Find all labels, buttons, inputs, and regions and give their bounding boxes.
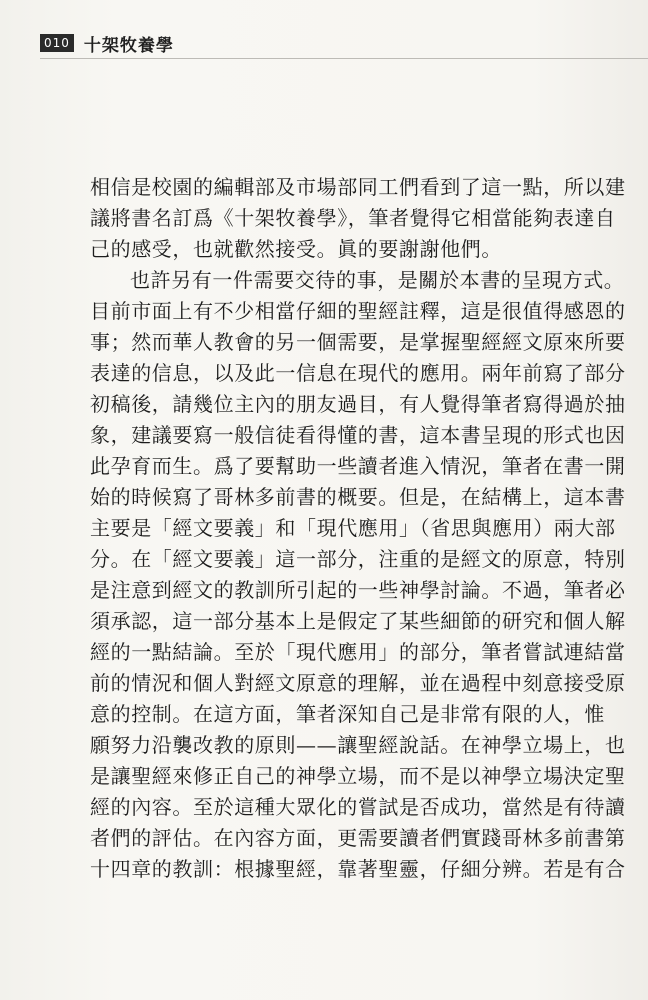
- text-line: 須承認，這一部分基本上是假定了某些細節的研究和個人解: [90, 609, 626, 633]
- book-title: 十架牧養學: [83, 35, 174, 56]
- text-line: 主要是「經文要義」和「現代應用」（省思與應用）兩大部: [90, 516, 616, 540]
- text-line: 前的情況和個人對經文原意的理解，並在過程中刻意接受原: [90, 671, 626, 695]
- text-line: 初稿後，請幾位主內的朋友過目，有人覺得筆者寫得過於抽: [90, 392, 626, 416]
- text-line: 己的感受，也就歡然接受。眞的要謝謝他們。: [90, 237, 502, 261]
- text-line: 十四章的教訓：根據聖經，靠著聖靈，仔細分辨。若是有合: [90, 857, 626, 881]
- text-line: 分。在「經文要義」這一部分，注重的是經文的原意，特別: [90, 547, 626, 571]
- text-line: 相信是校園的編輯部及市場部同工們看到了這一點，所以建: [90, 175, 626, 199]
- text-line: 表達的信息，以及此一信息在現代的應用。兩年前寫了部分: [90, 361, 626, 385]
- text-line: 議將書名訂爲《十架牧養學》，筆者覺得它相當能夠表達自: [90, 206, 616, 230]
- text-line: 此孕育而生。爲了要幫助一些讀者進入情況，筆者在書一開: [90, 454, 626, 478]
- text-line: 經的一點結論。至於「現代應用」的部分，筆者嘗試連結當: [90, 640, 626, 664]
- text-line: 經的內容。至於這種大眾化的嘗試是否成功，當然是有待讀: [90, 795, 626, 819]
- body-text: [90, 172, 626, 885]
- text-line: 象，建議要寫一般信徒看得懂的書，這本書呈現的形式也因: [90, 423, 626, 447]
- running-header: [40, 30, 174, 56]
- text-line: 是注意到經文的教訓所引起的一些神學討論。不過，筆者必: [90, 578, 626, 602]
- text-line: 者們的評估。在內容方面，更需要讀者們實踐哥林多前書第: [90, 826, 626, 850]
- text-line: 始的時候寫了哥林多前書的概要。但是，在結構上，這本書: [90, 485, 626, 509]
- header-rule: [40, 58, 648, 59]
- text-line: 是讓聖經來修正自己的神學立場，而不是以神學立場決定聖: [90, 764, 626, 788]
- page-number: 010: [40, 34, 74, 52]
- text-line: 願努力沿襲改教的原則——讓聖經說話。在神學立場上，也: [90, 733, 626, 757]
- text-line: 事；然而華人教會的另一個需要，是掌握聖經經文原來所要: [90, 330, 626, 354]
- text-line: 也許另有一件需要交待的事，是關於本書的呈現方式。: [130, 268, 625, 292]
- text-line: 目前市面上有不少相當仔細的聖經註釋，這是很值得感恩的: [90, 299, 626, 323]
- text-line: 意的控制。在這方面，筆者深知自己是非常有限的人，惟: [90, 702, 605, 726]
